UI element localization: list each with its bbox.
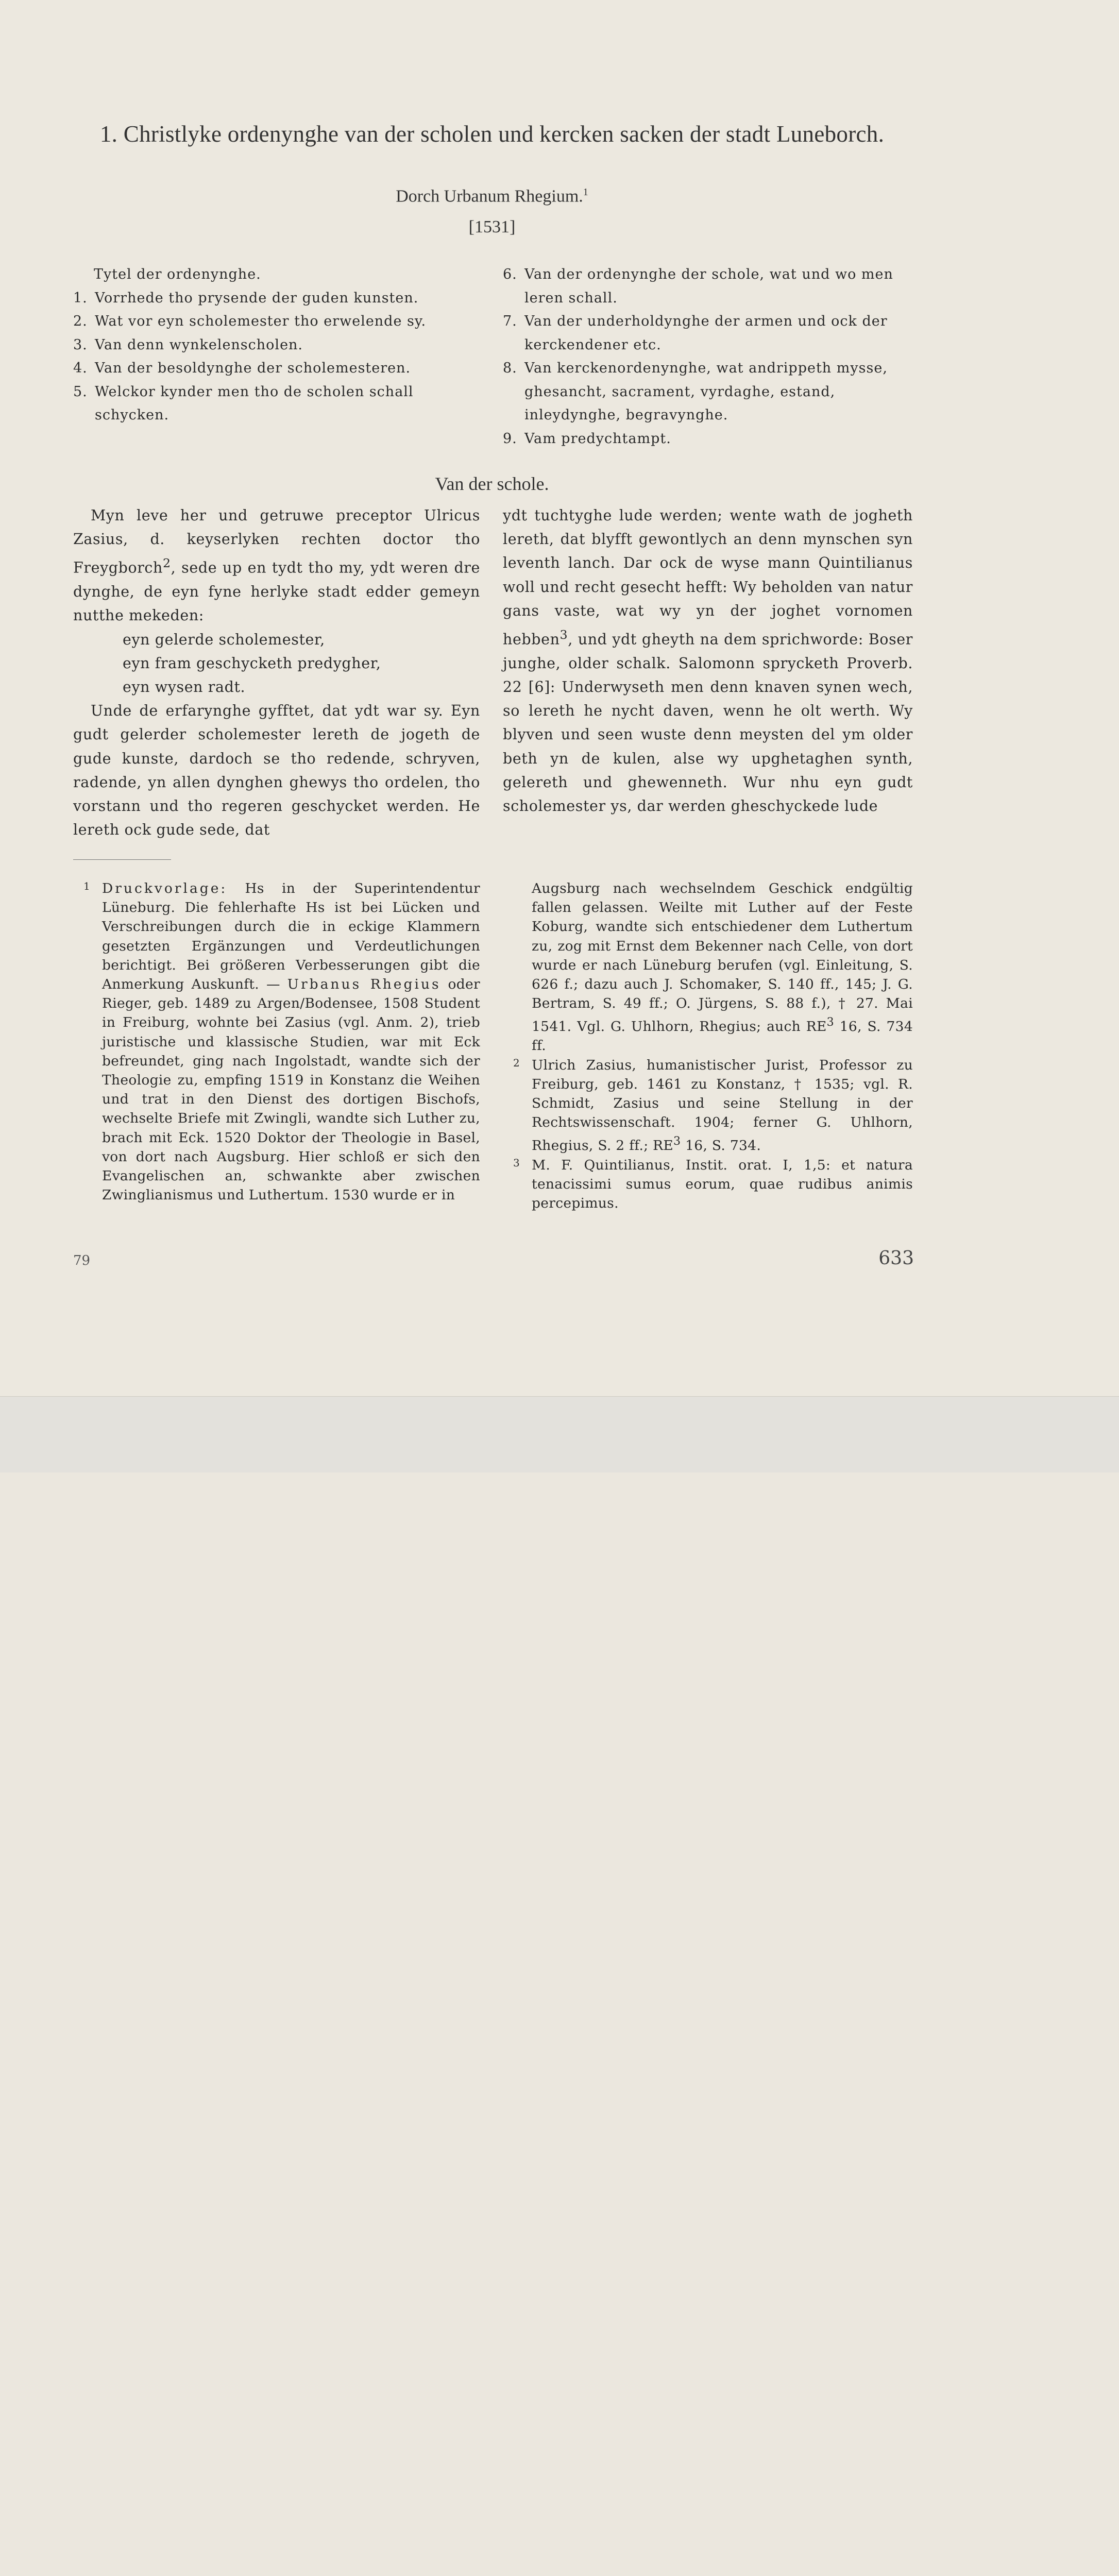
toc-number: 6. [503,266,517,282]
toc-left-column [73,263,480,427]
body-text: , und ydt gheyth na dem sprichworde: Boser junghe, older schalk. Salomonn sprycketh Proverb. 22 [6]: Underwyseth men denn knaven synen wech, so lereth he nycht daven, wenn he olt werth. Wy blyven und seen wuste denn meysten del ym older beth yn de kulen, alse wy upghetaghen synth, gelereth und ghewenneth. Wur nhu eyn gudt scholemester ys, dar werden gheschyckede lude [503,631,913,815]
footnote-body [532,1056,913,1156]
footnotes-right-column [503,879,913,1213]
footnote-text: Augsburg nach wechselndem Geschick endgültig fallen gelassen. Weilte mit Luther auf der Feste Koburg, wandte sich entschiedener dem Luthertum zu, zog mit Ernst dem Bekenner nach Celle, von dort wurde er nach Lüneburg berufen (vgl. Einleitung, S. 626 f.; dazu auch J. Schomaker, S. 140 ff., 145; J. G. Bertram, S. 49 ff.; O. Jürgens, S. 88 f.), † 27. Mai 1541. Vgl. G. Uhlhorn, Rhegius; auch RE [532,880,913,1035]
toc-entry [503,427,913,451]
toc-text: Van denn wynkelenscholen. [95,336,303,353]
footnote-body [102,879,480,1205]
viewer-footer [0,1396,1119,1472]
footnote-1-continued [503,879,913,1056]
toc-entry [73,333,480,357]
footnote-mark: 1 [83,880,91,892]
footnote-text: 16, S. 734. [681,1138,761,1154]
list-item: eyn fram geschycketh predygher, [123,654,381,672]
list-item: eyn wysen radt. [123,678,246,696]
body-left-column [73,504,480,842]
toc-text: Vorrhede tho prysende der guden kunsten. [95,290,419,306]
subtitle-text: Dorch Urbanum Rhegium. [396,187,583,206]
toc-number: 1. [73,290,88,306]
toc-right-column [503,263,913,450]
body-text: , sede up en tydt tho my, ydt weren dre dynghe, de eyn fyne herlyke stadt edder gemeyn nutthe mekeden: [73,559,480,624]
edition-mark: 3 [673,1135,681,1148]
document-year: [1531] [468,217,516,236]
toc-entry [503,263,913,310]
footnote-text: 16, S. 734 ff. [532,1019,913,1054]
footnote-2 [503,1056,913,1156]
footnote-mark: 2 [513,1056,520,1069]
toc-text: Vam predychtampt. [524,430,671,447]
toc-text: Van der underholdynghe der armen und ock der kerckendener etc. [524,313,888,353]
footnote-ref-1[interactable]: 1 [583,187,588,198]
footnote-body: M. F. Quintilianus, Instit. orat. I, 1,5: et natura tenacissimi sumus eorum, quae rudibus animis percepimus. [532,1157,913,1211]
footnote-3 [503,1156,913,1213]
toc-text: Wat vor eyn scholemester tho erwelende sy. [95,313,427,329]
toc-number: 7. [503,313,517,329]
sheet-number: 79 [73,1253,91,1268]
footnote-text: Ulrich Zasius, humanistischer Jurist, Professor zu Freiburg, geb. 1461 zu Konstanz, † 1535; vgl. R. Schmidt, Zasius und seine Stellung in der Rechtswissenschaft. 1904; ferner G. Uhlhorn, Rhegius, S. 2 ff.; RE [532,1057,913,1154]
footnote-text: Hs in der Superintendentur Lüneburg. Die fehlerhafte Hs ist bei Lücken und Verschreibungen durch die in eckige Klammern gesetzten Ergänzungen und Verdeutlichungen berichtigt. Bei größeren Verbesserungen gibt die Anmerkung Auskunft. — [102,880,480,993]
body-text: ydt tuchtyghe lude werden; wente wath de jogheth lereth, dat blyfft gewontlych an denn mynschen syn leventh lanch. Dar ock de wyse mann Quintilianus woll und recht gesecht hefft: Wy beholden van natur gans vaste, wat wy yn der joghet vornomen hebben [503,507,913,648]
toc-entry [73,310,480,333]
toc-heading: Tytel der ordenynghe. [94,266,261,282]
footnote-ref-2[interactable]: 2 [162,556,171,571]
toc-text: Van der besoldynghe der scholemesteren. [95,360,411,376]
document-subtitle [72,187,912,206]
body-paragraph: Unde de erfarynghe gyfftet, dat ydt war sy. Eyn gudt gelerder scholemester lereth de jogeth de gude kunste, dardoch se tho redende, schryven, radende, yn allen dynghen ghewys tho ordelen, tho vorstann und tho regeren geschycket werden. He lereth ock gude sede, dat [73,702,480,839]
toc-number: 3. [73,336,88,353]
footnote-text: oder Rieger, geb. 1489 zu Argen/Bodensee, 1508 Student in Freiburg, wohnte bei Zasius (vgl. Anm. 2), trieb juristische und klassische Studien, war mit Eck befreundet, ging nach Ingolstadt, wandte sich der Theologie zu, empfing 1519 in Konstanz die Weihen und trat in den Dienst des dortigen Bischofs, wechselte Briefe mit Zwingli, wandte sich Luther zu, brach mit Eck. 1520 Doktor der Theologie in Basel, von dort nach Augsburg. Hier schloß er sich den Evangelischen an, schwankte aber zwischen Zwinglianismus und Luthertum. 1530 wurde er in [102,976,480,1204]
footnote-divider [73,859,171,860]
footnotes-left-column [73,879,480,1205]
list-item: eyn gelerde scholemester, [123,631,325,648]
footnote-1 [73,879,480,1205]
body-text: Myn leve her und getruwe preceptor Ulricus Zasius, d. keyserlyken rechten doctor tho Freygborch [73,507,480,577]
toc-text: Van kerckenordenynghe, wat andrippeth mysse, ghesancht, sacrament, vyrdaghe, estand, inleydynghe, begravynghe. [524,360,888,423]
toc-number: 4. [73,360,88,376]
toc-entry [73,357,480,380]
document-title: 1. Christlyke ordenynghe van der scholen und kercken sacken der stadt Luneborch. [99,121,885,147]
toc-text: Welckor kynder men tho de scholen schall schycken. [95,383,414,423]
body-right-column [503,504,913,818]
body-paragraph [73,504,480,628]
edition-mark: 3 [826,1016,835,1029]
body-paragraph [503,504,913,818]
toc-number: 8. [503,360,517,376]
toc-entry [503,310,913,357]
toc-text: Van der ordenynghe der schole, wat und wo men leren schall. [524,266,893,306]
toc-entry [73,286,480,310]
section-heading: Van der schole. [435,473,549,494]
footnote-label: Druckvorlage: [102,880,228,896]
toc-entry [73,380,480,427]
footnote-ref-3[interactable]: 3 [560,628,568,642]
toc-number: 5. [73,383,88,400]
toc-entry [503,357,913,427]
toc-number: 2. [73,313,88,329]
footnote-mark: 3 [513,1156,520,1169]
page-number: 633 [878,1248,914,1269]
footnote-name: Urbanus Rhegius [287,976,441,993]
toc-number: 9. [503,430,517,447]
